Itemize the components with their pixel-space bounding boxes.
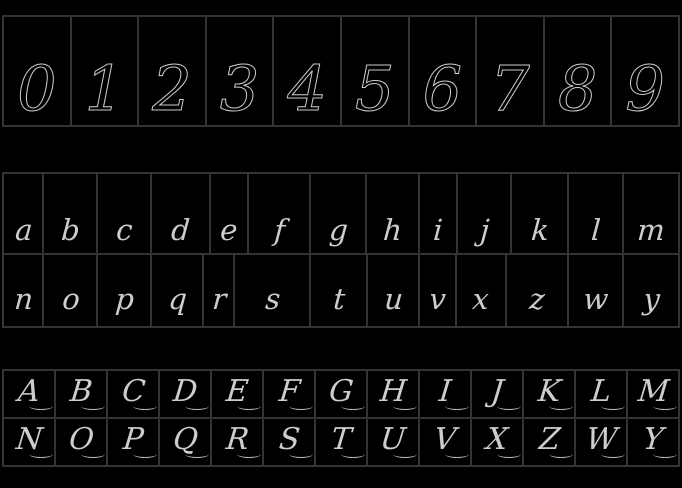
glyph-cell xyxy=(510,174,567,253)
glyph-cell xyxy=(96,174,150,253)
uppercase-glyph: N xyxy=(14,422,45,457)
glyph-cell xyxy=(70,17,138,125)
lowercase-glyph: d xyxy=(170,212,192,247)
glyph-cell xyxy=(54,419,106,465)
lowercase-glyph: b xyxy=(60,212,82,247)
uppercase-glyph: M xyxy=(636,374,671,409)
uppercase-glyph: G xyxy=(327,374,356,409)
glyph-cell xyxy=(4,371,54,417)
glyph-cell xyxy=(42,255,96,326)
lowercase-glyph: j xyxy=(478,212,491,247)
glyph-cell xyxy=(106,419,158,465)
glyph-cell xyxy=(622,255,678,326)
lowercase-glyph: h xyxy=(382,212,404,247)
glyph-cell xyxy=(505,255,568,326)
uppercase-glyph: D xyxy=(171,374,200,409)
lowercase-glyph: m xyxy=(636,212,667,247)
glyph-cell xyxy=(622,174,678,253)
digit-glyph: 6 xyxy=(422,52,463,125)
digit-glyph: 3 xyxy=(219,52,260,125)
glyph-cell xyxy=(150,174,209,253)
uppercase-glyph: W xyxy=(584,422,619,457)
glyph-cell xyxy=(150,255,202,326)
lowercase-glyph: k xyxy=(530,212,551,247)
glyph-cell xyxy=(418,255,455,326)
uppercase-glyph: Q xyxy=(171,422,200,457)
lowercase-row-2 xyxy=(4,253,678,326)
glyph-cell xyxy=(158,371,210,417)
glyph-cell xyxy=(366,419,418,465)
glyph-cell xyxy=(4,174,42,253)
digit-glyph: 2 xyxy=(152,52,192,125)
glyph-cell xyxy=(522,371,574,417)
uppercase-glyph: B xyxy=(68,374,95,409)
uppercase-glyph: A xyxy=(16,374,42,409)
uppercase-glyph: J xyxy=(489,374,506,409)
uppercase-glyph: K xyxy=(536,374,563,409)
digit-glyph: 1 xyxy=(84,52,125,125)
glyph-cell xyxy=(626,371,678,417)
glyph-cell xyxy=(42,174,96,253)
lowercase-glyph: t xyxy=(332,282,347,316)
lowercase-glyph: i xyxy=(432,212,444,247)
glyph-cell xyxy=(205,17,273,125)
lowercase-glyph: s xyxy=(263,282,282,316)
glyph-cell xyxy=(96,255,150,326)
glyph-cell xyxy=(418,174,456,253)
uppercase-glyph: U xyxy=(378,422,408,457)
lowercase-glyph: r xyxy=(211,282,228,316)
glyph-cell xyxy=(455,255,505,326)
uppercase-glyph: O xyxy=(67,422,96,457)
lowercase-row-1 xyxy=(4,174,678,253)
uppercase-glyph: V xyxy=(432,422,458,457)
lowercase-glyph: y xyxy=(642,282,661,316)
glyph-cell xyxy=(233,255,309,326)
glyph-cell xyxy=(54,371,106,417)
glyph-cell xyxy=(106,371,158,417)
uppercase-glyph: T xyxy=(329,422,354,457)
glyph-cell xyxy=(475,17,543,125)
digits-row xyxy=(4,17,678,125)
digit-glyph: 8 xyxy=(557,52,598,125)
uppercase-row-2 xyxy=(4,417,678,465)
digit-glyph: 9 xyxy=(625,52,665,125)
uppercase-glyph-table xyxy=(2,369,680,467)
lowercase-glyph: g xyxy=(327,212,349,247)
uppercase-glyph: R xyxy=(224,422,251,457)
lowercase-glyph: v xyxy=(428,282,448,316)
lowercase-glyph-table xyxy=(2,172,680,328)
glyph-cell xyxy=(408,17,476,125)
glyph-cell xyxy=(209,174,247,253)
lowercase-glyph: c xyxy=(115,212,134,247)
uppercase-glyph: Y xyxy=(641,422,666,457)
glyph-cell xyxy=(4,419,54,465)
uppercase-glyph: X xyxy=(484,422,510,457)
glyph-cell xyxy=(366,255,418,326)
digit-glyph: 4 xyxy=(287,52,327,125)
lowercase-glyph: f xyxy=(272,212,286,247)
lowercase-glyph: x xyxy=(471,282,491,316)
uppercase-glyph: L xyxy=(589,374,614,409)
lowercase-glyph: o xyxy=(60,282,81,316)
glyph-cell xyxy=(470,371,522,417)
glyph-cell xyxy=(314,371,366,417)
digit-glyph: 5 xyxy=(355,52,395,125)
glyph-cell xyxy=(4,255,42,326)
digit-glyph: 0 xyxy=(17,52,57,125)
lowercase-glyph: z xyxy=(528,282,547,316)
glyph-cell xyxy=(272,17,340,125)
glyph-cell xyxy=(137,17,205,125)
glyph-cell xyxy=(158,419,210,465)
glyph-cell xyxy=(262,371,314,417)
uppercase-glyph: S xyxy=(277,422,302,457)
uppercase-glyph: I xyxy=(437,374,454,409)
uppercase-glyph: Z xyxy=(536,422,562,457)
uppercase-row-1 xyxy=(4,371,678,417)
glyph-cell xyxy=(210,419,262,465)
lowercase-glyph: n xyxy=(13,282,35,316)
lowercase-glyph: a xyxy=(13,212,34,247)
glyph-cell xyxy=(418,419,470,465)
digits-glyph-table xyxy=(2,15,680,127)
glyph-cell xyxy=(456,174,511,253)
glyph-cell xyxy=(574,419,626,465)
digit-glyph: 7 xyxy=(490,52,530,125)
glyph-cell xyxy=(4,17,70,125)
uppercase-glyph: E xyxy=(224,374,251,409)
lowercase-glyph: q xyxy=(167,282,189,316)
uppercase-glyph: F xyxy=(277,374,302,409)
uppercase-glyph: P xyxy=(121,422,146,457)
glyph-cell xyxy=(340,17,408,125)
glyph-cell xyxy=(365,174,418,253)
glyph-cell xyxy=(470,419,522,465)
glyph-cell xyxy=(567,255,622,326)
glyph-cell xyxy=(366,371,418,417)
glyph-cell xyxy=(626,419,678,465)
lowercase-glyph: l xyxy=(590,212,602,247)
glyph-cell xyxy=(567,174,622,253)
lowercase-glyph: w xyxy=(582,282,610,316)
glyph-cell xyxy=(543,17,611,125)
glyph-cell xyxy=(309,174,365,253)
glyph-cell xyxy=(202,255,233,326)
glyph-cell xyxy=(610,17,678,125)
glyph-cell xyxy=(574,371,626,417)
glyph-cell xyxy=(309,255,366,326)
uppercase-glyph: C xyxy=(119,374,147,409)
glyph-cell xyxy=(314,419,366,465)
lowercase-glyph: p xyxy=(114,282,136,316)
glyph-cell xyxy=(262,419,314,465)
glyph-cell xyxy=(522,419,574,465)
lowercase-glyph: u xyxy=(382,282,404,316)
glyph-cell xyxy=(418,371,470,417)
glyph-cell xyxy=(210,371,262,417)
lowercase-glyph: e xyxy=(219,212,239,247)
glyph-cell xyxy=(247,174,310,253)
uppercase-glyph: H xyxy=(378,374,409,409)
